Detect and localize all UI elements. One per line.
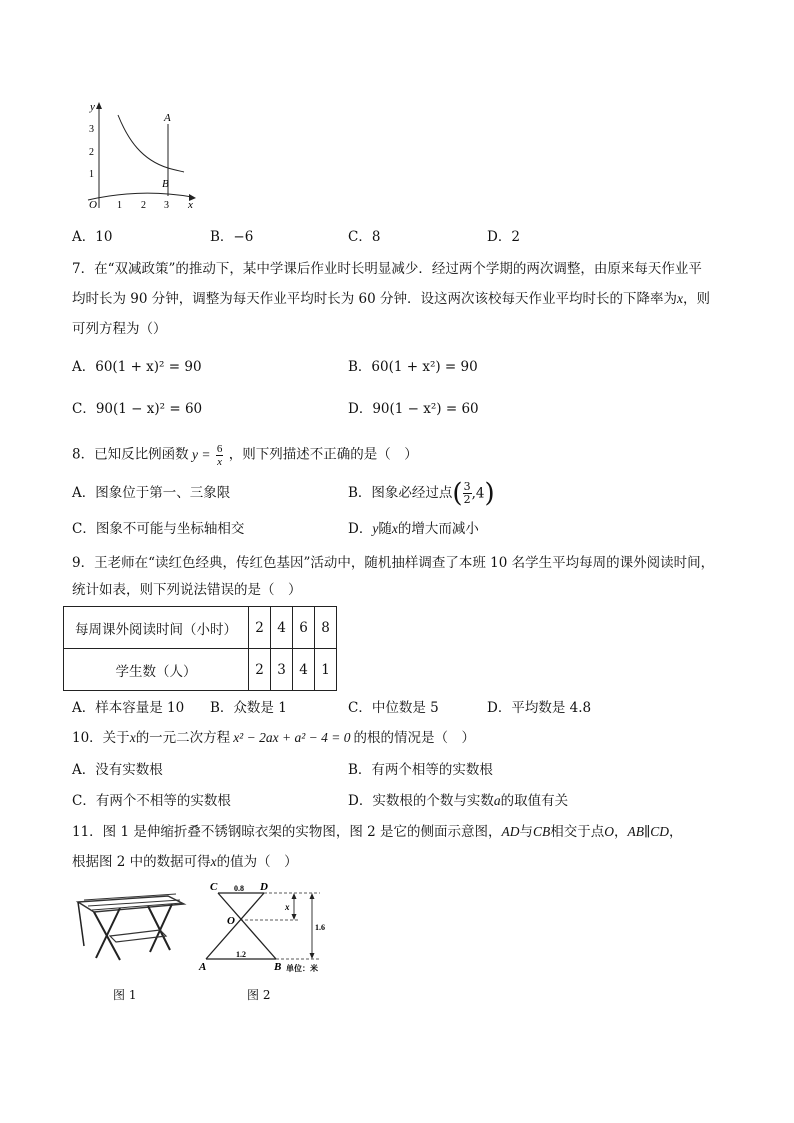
arrowhead bbox=[310, 953, 315, 959]
label-b: B bbox=[274, 961, 282, 973]
table-cell: 3 bbox=[271, 649, 293, 691]
q8-option-d-mid: 随 bbox=[378, 521, 392, 537]
x-axis bbox=[88, 193, 192, 200]
hyperbola-curve bbox=[118, 115, 184, 172]
rack-leg bbox=[148, 906, 170, 950]
q8-option-d-label: D． bbox=[348, 521, 373, 537]
q9-stem-line-1: 9．王老师在“读红色经典，传红色基因”活动中，随机抽样调查了本班 10 名学生平均每周的课外阅读时间， bbox=[72, 555, 715, 571]
table-header-student-count: 学生数（人） bbox=[64, 649, 249, 691]
q11-text: 与 bbox=[519, 824, 534, 840]
arrowhead bbox=[310, 893, 315, 899]
q11-parallel-statement: AB∥CD bbox=[627, 824, 670, 839]
point-b-label: B bbox=[162, 178, 169, 190]
q8-stem-text: 8．已知反比例函数 bbox=[72, 446, 189, 463]
point-a-label: A bbox=[164, 112, 171, 124]
q10-stem-mid: 的一元二次方程 bbox=[135, 730, 231, 746]
q7-stem-text: 均时长为 90 分钟，调整为每天作业平均时长为 60 分钟．设这两次该校每天作业平均时长的下降率为 bbox=[72, 291, 678, 307]
table-cell: 8 bbox=[315, 607, 337, 649]
q10-equation: x² − 2ax + a² − 4 = 0 bbox=[233, 730, 351, 745]
table-cell: 4 bbox=[271, 607, 293, 649]
q8-function-lhs: y = bbox=[191, 446, 211, 462]
table-cell: 2 bbox=[249, 649, 271, 691]
bottom-length-label: 1.2 bbox=[236, 950, 246, 959]
y-tick-1: 1 bbox=[89, 169, 94, 180]
q8-point-denominator: 2 bbox=[463, 493, 471, 507]
q11-point-o: O bbox=[604, 824, 615, 839]
q8-fraction bbox=[216, 443, 224, 468]
x-axis-label: x bbox=[188, 199, 193, 211]
q9-option-d: D．平均数是 4.8 bbox=[487, 700, 592, 716]
q11-stem-line-2 bbox=[72, 852, 298, 872]
q8-function bbox=[189, 443, 229, 468]
arrowhead bbox=[292, 914, 297, 920]
label-a: A bbox=[199, 961, 207, 973]
q10-option-c: C．有两个不相等的实数根 bbox=[72, 793, 231, 809]
q9-option-a: A．样本容量是 10 bbox=[72, 700, 185, 716]
q10-option-d bbox=[348, 791, 568, 811]
q8-variable-x: x bbox=[391, 521, 398, 536]
q8-point-fraction bbox=[463, 481, 472, 506]
left-paren: ( bbox=[452, 478, 463, 509]
q11-variable-x: x bbox=[210, 854, 217, 869]
unit-label: 单位：米 bbox=[286, 964, 318, 973]
drying-rack-photo bbox=[72, 886, 187, 966]
label-d: D bbox=[260, 881, 268, 893]
table-cell: 1 bbox=[315, 649, 337, 691]
q6-option-c: C．8 bbox=[348, 229, 381, 245]
top-length-label: 0.8 bbox=[234, 884, 244, 893]
q8-option-b-text: B．图象必经过点 bbox=[348, 485, 453, 501]
q8-stem bbox=[72, 443, 418, 468]
arrowhead bbox=[292, 893, 297, 899]
q8-option-d bbox=[348, 519, 479, 539]
rack-leg bbox=[78, 902, 84, 946]
q8-option-c: C．图象不可能与坐标轴相交 bbox=[72, 521, 245, 537]
q11-text: 的值为（ ） bbox=[216, 854, 298, 870]
label-o: O bbox=[227, 915, 235, 927]
q11-text: 11．图 1 是伸缩折叠不锈钢晾衣架的实物图，图 2 是它的侧面示意图， bbox=[72, 824, 502, 840]
q11-text: 根据图 2 中的数据可得 bbox=[72, 854, 211, 870]
q9-option-c: C．中位数是 5 bbox=[348, 700, 439, 716]
q7-variable-x: x bbox=[677, 291, 684, 306]
q7-stem-line-2 bbox=[72, 289, 710, 309]
q7-option-c: C．90(1 − x)² = 60 bbox=[72, 401, 203, 417]
rack-rail bbox=[92, 903, 182, 910]
q6-function-graph bbox=[80, 100, 205, 215]
q10-option-b: B．有两个相等的实数根 bbox=[348, 762, 493, 778]
q8-variable-y: y bbox=[372, 521, 379, 536]
q8-point bbox=[452, 479, 494, 508]
q7-option-a: A．60(1 + x)² = 90 bbox=[72, 359, 202, 375]
table-cell: 4 bbox=[293, 649, 315, 691]
q8-option-b bbox=[348, 479, 495, 508]
segment-ad bbox=[206, 893, 264, 959]
side-view-schematic bbox=[196, 880, 361, 980]
q10-stem bbox=[72, 728, 475, 748]
table-row bbox=[64, 649, 337, 691]
q7-option-b: B．60(1 + x²) = 90 bbox=[348, 359, 478, 375]
q8-fraction-denominator: x bbox=[217, 456, 223, 468]
q10-variable-a: a bbox=[493, 793, 501, 808]
y-tick-3: 3 bbox=[89, 124, 94, 135]
q11-text: ， bbox=[614, 824, 628, 840]
q6-option-a: A．10 bbox=[72, 229, 113, 245]
y-tick-2: 2 bbox=[89, 147, 94, 158]
y-axis-arrow bbox=[96, 102, 102, 109]
q10-option-d-tail: 的取值有关 bbox=[500, 793, 569, 809]
q8-option-a: A．图象位于第一、三象限 bbox=[72, 485, 231, 501]
q6-option-b: B．−6 bbox=[210, 229, 254, 245]
q8-option-d-tail: 的增大而减小 bbox=[397, 521, 479, 537]
origin-label: O bbox=[89, 199, 97, 211]
x-label: x bbox=[285, 902, 290, 912]
q10-option-d-text: D．实数根的个数与实数 bbox=[348, 793, 494, 809]
q8-fraction-numerator: 6 bbox=[216, 443, 223, 455]
x-tick-1: 1 bbox=[117, 200, 122, 211]
q10-variable-x: x bbox=[129, 730, 136, 745]
q8-point-rest: ,4 bbox=[471, 485, 485, 502]
rack-leg bbox=[150, 904, 172, 952]
q7-stem-tail: ，则 bbox=[683, 291, 711, 307]
x-tick-3: 3 bbox=[164, 200, 169, 211]
q10-stem-text: 10．关于 bbox=[72, 730, 130, 746]
q11-text: 相交于点 bbox=[550, 824, 605, 840]
q7-option-d: D．90(1 − x²) = 60 bbox=[348, 401, 479, 417]
right-paren: ) bbox=[484, 478, 495, 509]
table-row bbox=[64, 607, 337, 649]
q8-stem-tail: ，则下列描述不正确的是（ ） bbox=[228, 446, 418, 463]
q9-option-b: B．众数是 1 bbox=[210, 700, 287, 716]
q8-point-numerator: 3 bbox=[463, 480, 471, 494]
table-cell: 2 bbox=[249, 607, 271, 649]
x-tick-2: 2 bbox=[141, 200, 146, 211]
q11-segment-cb: CB bbox=[533, 824, 551, 839]
height-label: 1.6 bbox=[315, 923, 325, 932]
q7-stem-line-1: 7．在“双减政策”的推动下，某中学课后作业时长明显减少．经过两个学期的两次调整，由原来每天作业平 bbox=[72, 261, 702, 277]
y-axis-label: y bbox=[90, 101, 95, 113]
table-cell: 6 bbox=[293, 607, 315, 649]
q9-reading-table bbox=[63, 606, 337, 691]
label-c: C bbox=[210, 881, 218, 893]
q11-text: ， bbox=[669, 824, 683, 840]
figure-2-caption: 图 2 bbox=[247, 988, 271, 1002]
q9-stem-line-2: 统计如表，则下列说法错误的是（ ） bbox=[72, 582, 302, 598]
q10-option-a: A．没有实数根 bbox=[72, 762, 163, 778]
q7-stem-line-3: 可列方程为（） bbox=[72, 321, 167, 337]
q10-stem-tail: 的根的情况是（ ） bbox=[353, 730, 475, 746]
q11-stem-line-1 bbox=[72, 822, 683, 842]
figure-1-caption: 图 1 bbox=[113, 988, 137, 1002]
q11-segment-ad: AD bbox=[501, 824, 520, 839]
q6-option-d: D．2 bbox=[487, 229, 520, 245]
rack-leg bbox=[96, 908, 120, 958]
table-header-reading-time: 每周课外阅读时间（小时） bbox=[64, 607, 249, 649]
